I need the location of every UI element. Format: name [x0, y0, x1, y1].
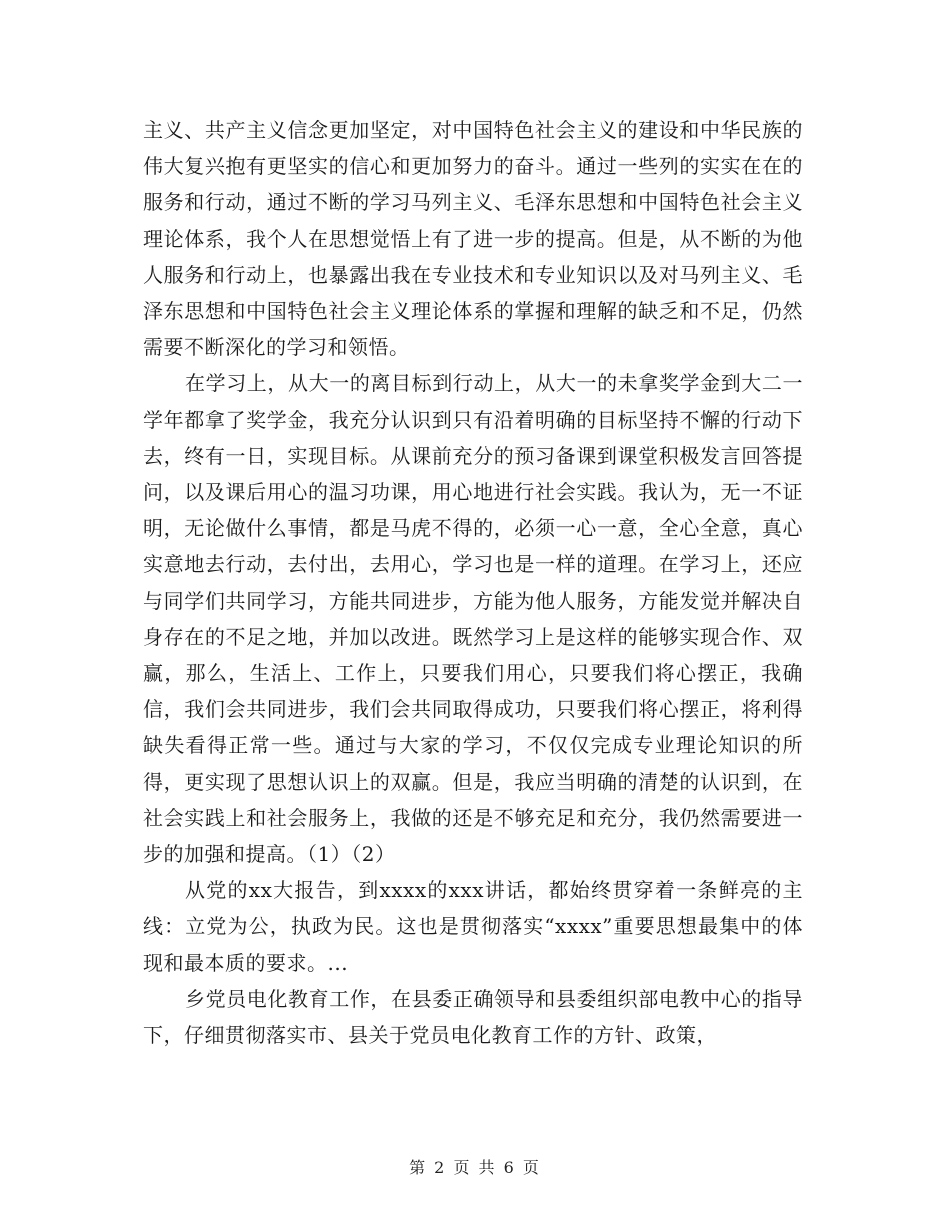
document-body: [143, 112, 803, 1053]
paragraph-party-report: 从党的xx大报告，到xxxx的xxx讲话，都始终贯穿着一条鲜亮的主线：立党为公，执政为民。这也是贯彻落实“xxxx”重要思想最集中的体现和最本质的要求。...: [143, 878, 803, 975]
page-number-footer: 第 2 页 共 6 页: [409, 1158, 541, 1177]
paragraph-continuation: 主义、共产主义信念更加坚定，对中国特色社会主义的建设和中华民族的伟大复兴抱有更坚实的信心和更加努力的奋斗。通过一些列的实实在在的服务和行动，通过不断的学习马列主义、毛泽东思想和中国特色社会主义理论体系，我个人在思想觉悟上有了进一步的提高。但是，从不断的为他人服务和行动上，也暴露出我在专业技术和专业知识以及对马列主义、毛泽东思想和中国特色社会主义理论体系的掌握和理解的缺乏和不足，仍然需要不断深化的学习和领悟。: [143, 118, 803, 360]
paragraph-study: 在学习上，从大一的离目标到行动上，从大一的未拿奖学金到大二一学年都拿了奖学金，我充分认识到只有沿着明确的目标坚持不懈的行动下去，终有一日，实现目标。从课前充分的预习备课到课堂积极发言回答提问，以及课后用心的温习功课，用心地进行社会实践。我认为，无一不证明，无论做什么事情，都是马虎不得的，必须一心一意，全心全意，真心实意地去行动，去付出，去用心，学习也是一样的道理。在学习上，还应与同学们共同学习，方能共同进步，方能为他人服务，方能发觉并解决自身存在的不足之地，并加以改进。既然学习上是这样的能够实现合作、双赢，那么，生活上、工作上，只要我们用心，只要我们将心摆正，我确信，我们会共同进步，我们会共同取得成功，只要我们将心摆正，将利得缺失看得正常一些。通过与大家的学习，不仅仅完成专业理论知识的所得，更实现了思想认识上的双赢。但是，我应当明确的清楚的认识到，在社会实践上和社会服务上，我做的还是不够充足和充分，我仍然需要进一步的加强和提高。（1）（2）: [143, 371, 803, 867]
paragraph-education-work: 乡党员电化教育工作，在县委正确领导和县委组织部电教中心的指导下，仔细贯彻落实市、县关于党员电化教育工作的方针、政策，: [143, 986, 803, 1048]
